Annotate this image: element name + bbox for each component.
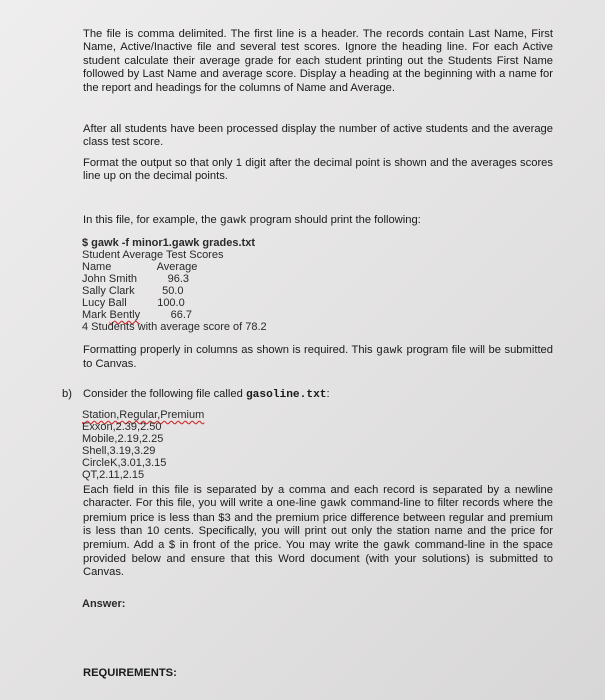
- intro-paragraph-3: Format the output so that only 1 digit after the decimal point is shown and the averages scores line up on the decimal points.: [83, 157, 553, 183]
- example-output-line: Student Average Test Scores: [82, 249, 224, 261]
- example-output-line: Lucy Ball 100.0: [82, 297, 185, 309]
- answer-label: Answer:: [82, 598, 126, 610]
- part-b-description: Each field in this file is separated by a comma and each record is separated by a newline character. For this file, you will write a one-line gawk command-line to filter records where the premium price is less than $3 and the premium price difference between regular and premium is less than 10 cents. Specifically, you will print out only the station name and the price for premium. Add a $ in front of the price. You may write the gawk command-line in the space provided below and ensure that this Word document (with your solutions) is submitted to Canvas.: [83, 484, 553, 579]
- example-output-line: Mark Bently 66.7: [82, 309, 193, 321]
- example-lead: In this file, for example, the gawk program should print the following:: [83, 214, 421, 227]
- gasoline-file-line: Shell,3.19,3.29: [82, 445, 156, 457]
- part-b-lead: Consider the following file called gasoline.txt:: [83, 388, 330, 401]
- intro-paragraph-1: The file is comma delimited. The first line is a header. The records contain Last Name, First Name, Active/Inactive file and several test scores. Ignore the heading line. For each Active student calculate their average grade for each student printing out the Students First Name followed by Last Name and average score. Display a heading at the beginning with a name for the report and headings for the columns of Name and Average.: [83, 28, 553, 94]
- gasoline-file-header: Station,Regular,Premium: [82, 409, 205, 421]
- part-b-label: b): [62, 388, 72, 400]
- gasoline-file-line: Mobile,2.19,2.25: [82, 433, 164, 445]
- gasoline-file-line: QT,2.11,2.15: [82, 469, 145, 481]
- example-summary-line: 4 Students with average score of 78.2: [82, 321, 267, 333]
- gasoline-file-line: Exxon,2.39,2.50: [82, 421, 162, 433]
- gasoline-file-line: CircleK,3.01,3.15: [82, 457, 167, 469]
- example-output-line: Name Average: [82, 261, 198, 273]
- formatting-note: Formatting properly in columns as shown is required. This gawk program file will be submitted to Canvas.: [83, 344, 553, 371]
- example-command: $ gawk -f minor1.gawk grades.txt: [82, 237, 255, 249]
- example-output-line: John Smith 96.3: [82, 273, 189, 285]
- spellcheck-flagged-word: Bently: [109, 309, 141, 321]
- requirements-heading: REQUIREMENTS:: [83, 667, 177, 679]
- intro-paragraph-2: After all students have been processed display the number of active students and the average class test score.: [83, 123, 553, 149]
- example-output-line: Sally Clark 50.0: [82, 285, 184, 297]
